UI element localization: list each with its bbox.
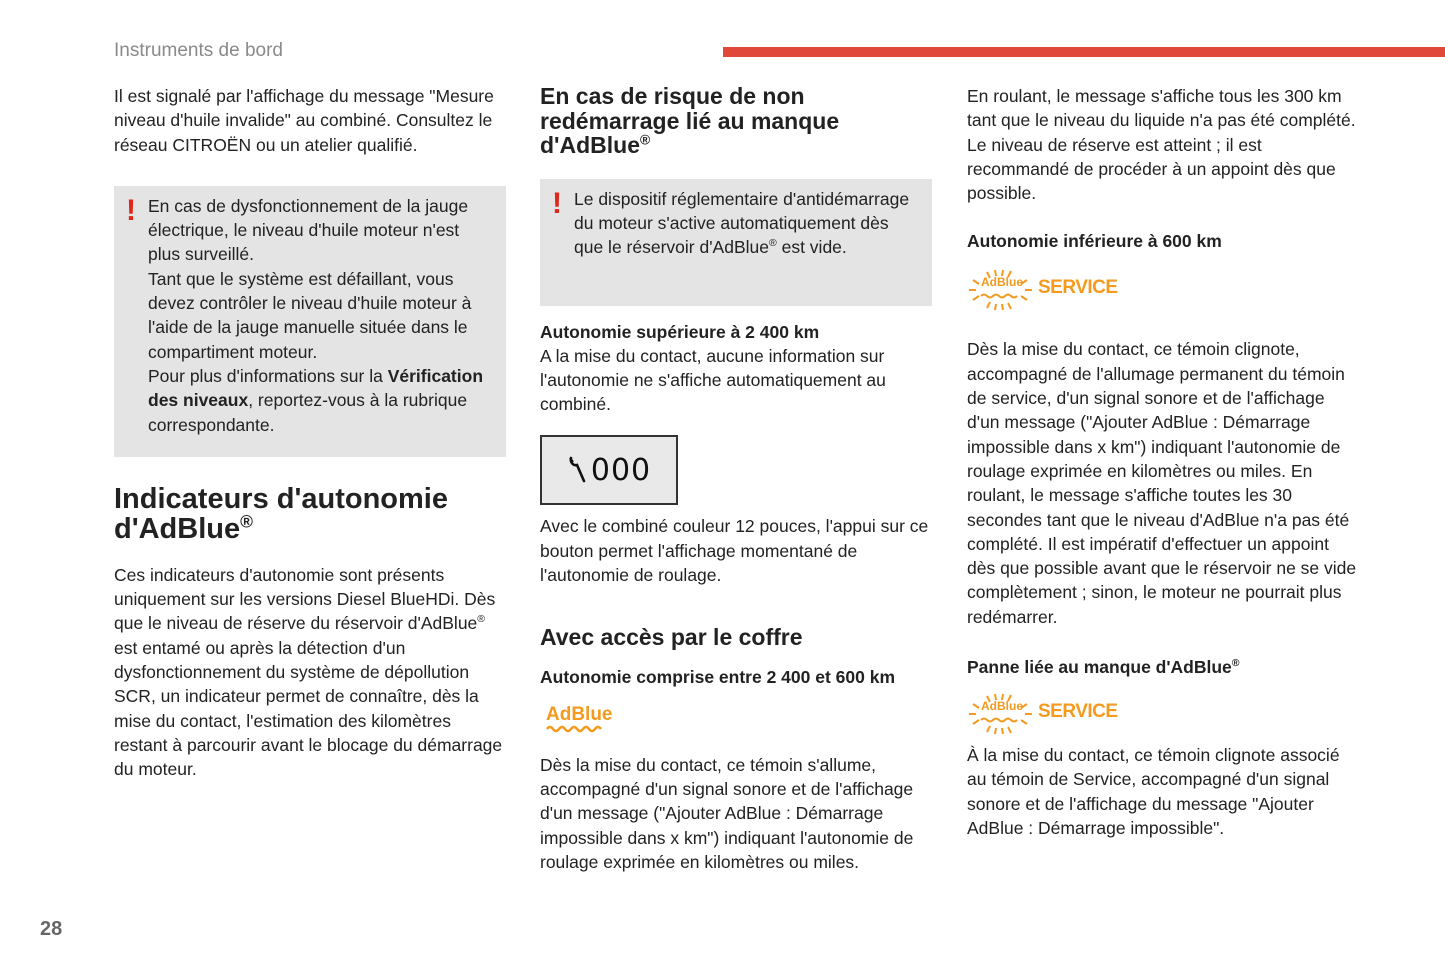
- above-2400-text: A la mise du contact, aucune information sur l'autonomie ne s'affiche automatiquement au combiné.: [540, 345, 886, 415]
- wrench-icon: [567, 455, 589, 485]
- range-display-button[interactable]: [540, 435, 678, 505]
- adblue-body: Ces indicateurs d'autonomie sont présents uniquement sur les versions Diesel BlueHDi. Dès que le niveau de réserve du réservoir d'AdBlue® est entamé ou après la détection d'un dysfonctionnement du système de dépollution SCR, un indicateur permet de connaître, dès la mise du contact, l'estimation des kilomètres restant à parcourir avant le blocage du démarrage du moteur.: [114, 564, 503, 780]
- warning-text: Le dispositif réglementaire d'antidémarrage du moteur s'active automatiquement dès que le réservoir d'AdBlue® est vide.: [574, 188, 910, 258]
- antistart-warning-box: [540, 179, 932, 306]
- driving-message-text: En roulant, le message s'affiche tous les 300 km tant que le niveau du liquide n'a pas été complété. Le niveau de réserve est atteint ; il est recommandé de procéder à un appoint dès que possible.: [967, 86, 1356, 204]
- column-1: [114, 84, 506, 782]
- adblue-service-icon: AdBlue SERVICE: [967, 263, 1359, 317]
- restart-risk-heading: En cas de risque de non redémarrage lié au manque d'AdBlue®: [540, 83, 840, 158]
- intro-paragraph: Il est signalé par l'affichage du message "Mesure niveau d'huile invalide" au combiné. Consultez le réseau CITROËN ou un atelier qualifié.: [114, 86, 494, 155]
- adblue-failure-text: À la mise du contact, ce témoin clignote associé au témoin de Service, accompagné d'un signal sonore et de l'affichage du message "Ajouter AdBlue : Démarrage impossible".: [967, 745, 1340, 838]
- sub-heading-below-600: Autonomie inférieure à 600 km: [967, 231, 1222, 252]
- column-3: [967, 84, 1359, 840]
- display-caption: Avec le combiné couleur 12 pouces, l'appui sur ce bouton permet l'affichage momentané de l'autonomie de roulage.: [540, 516, 929, 585]
- column-2: [540, 84, 932, 874]
- adblue-service-icon: AdBlue SERVICE: [967, 687, 1359, 741]
- adblue-heading: Indicateurs d'autonomie d'AdBlue®: [114, 482, 448, 545]
- sub-heading-adblue-failure: Panne liée au manque d'AdBlue®: [967, 657, 1240, 678]
- page-number: 28: [40, 918, 63, 940]
- warning-line: Pour plus d'informations sur la Vérification des niveaux, reportez-vous à la rubrique correspondante.: [148, 365, 484, 435]
- 2400-600-text: Dès la mise du contact, ce témoin s'allume, accompagné d'un signal sonore et de l'affichage d'un message ("Ajouter AdBlue : Démarrage impossible dans x km") indiquant l'autonomie de roulage exprimée en kilomètres ou miles.: [540, 754, 914, 872]
- trunk-access-heading: Avec accès par le coffre: [540, 624, 803, 651]
- exclamation-icon: !: [126, 193, 136, 227]
- range-display-value: 000: [590, 452, 652, 488]
- section-title: Instruments de bord: [114, 40, 283, 61]
- warning-line: En cas de dysfonctionnement de la jauge électrique, le niveau d'huile moteur n'est plus surveillé.: [148, 195, 469, 265]
- oil-warning-box: [114, 186, 506, 457]
- below-600-text: Dès la mise du contact, ce témoin clignote, accompagné de l'allumage permanent du témoin de service, d'un signal sonore et de l'affichage d'un message ("Ajouter AdBlue : Démarrage impossible dans x km") indiquant l'autonomie de roulage exprimée en kilomètres ou miles. En roulant, le message s'affiche toutes les 30 secondes tant que le niveau d'AdBlue n'a pas été complété. Il est impératif d'effectuer un appoint dès que possible avant que le réservoir ne se vide complètement ; sinon, le moteur ne pourrait plus redémarrer.: [967, 339, 1357, 627]
- adblue-icon: AdBlue: [540, 705, 932, 739]
- warning-line: Tant que le système est défaillant, vous devez contrôler le niveau d'huile moteur à l'aide de la jauge manuelle située dans le compartiment moteur.: [148, 268, 472, 362]
- header-accent-bar: [723, 47, 1445, 57]
- exclamation-icon: !: [552, 186, 562, 220]
- sub-heading-2400-600: Autonomie comprise entre 2 400 et 600 km: [540, 666, 895, 687]
- sub-heading-above-2400: Autonomie supérieure à 2 400 km: [540, 321, 820, 342]
- levels-check-link-text: Vérification des niveaux: [148, 365, 484, 411]
